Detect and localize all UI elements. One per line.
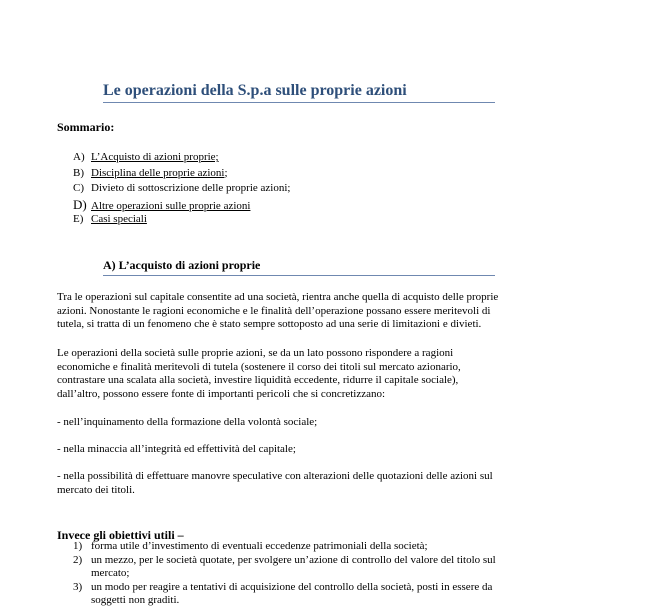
objective-item-3 [73,581,539,608]
toc-text-divieto: Divieto di sottoscrizione delle proprie azioni; [91,182,291,194]
toc-letter: E) [73,213,84,225]
toc-letter: B) [73,166,84,179]
paragraph-1 [57,291,539,332]
paragraph-line: dall’altro, possono essere fonte di importanti pericoli che si concretizzano: [57,387,386,400]
objective-number: 1) [73,540,83,552]
objective-item-2 [73,554,539,581]
paragraph-line: azioni. Nonostante le ragioni economiche e le finalità dell’operazione possano essere meritevoli di [57,304,491,317]
objectives-title: Invece gli obiettivi utili – [57,528,184,542]
danger-line: - nella possibilità di effettuare manovre speculative con alterazioni delle quotazioni delle azioni sul [57,470,493,482]
paragraph-line: contrastare una scalata alla società, investire liquidità eccedente, ridurre il capitale sociale), [57,374,459,386]
toc-letter: A) [73,151,85,163]
objective-text [91,540,428,554]
toc-item-a[interactable] [73,150,290,166]
objective-text [91,554,496,581]
paragraph-line: economiche e finalità meritevoli di tutela (sostenere il corso dei titoli sul mercato azionario, [57,360,461,373]
toc-item-d[interactable] [73,197,290,213]
objectives-list [73,540,539,608]
title-underline [103,102,495,103]
document-title: Le operazioni della S.p.a sulle proprie azioni [103,82,407,99]
table-of-contents [73,150,290,228]
danger-item-2 [57,443,539,457]
toc-link-acquisto[interactable]: L’Acquisto di azioni proprie; [91,151,219,163]
toc-item-b[interactable] [73,166,290,182]
danger-line: - nella minaccia all’integrità ed effettività del capitale; [57,443,296,455]
objective-item-1 [73,540,539,554]
danger-item-1 [57,416,539,430]
paragraph-line: tutela, si tratta di un fenomeno che è stato sempre sottoposto ad una serie di limitazioni e divieti. [57,318,482,330]
toc-link-disciplina[interactable]: Disciplina delle proprie azioni; [91,166,228,179]
objective-text [91,581,492,608]
toc-link-casi-speciali[interactable]: Casi speciali [91,213,147,225]
toc-link-altre-operazioni[interactable]: Altre operazioni sulle proprie azioni [91,199,251,212]
objective-number: 2) [73,553,83,566]
paragraph-line: Tra le operazioni sul capitale consentite ad una società, rientra anche quella di acquisto delle proprie [57,291,499,303]
toc-letter: C) [73,182,84,194]
toc-item-e[interactable] [73,212,290,228]
paragraph-2 [57,347,539,401]
toc-letter: D) [73,196,87,212]
objective-line: soggetti non graditi. [91,594,180,606]
section-a-heading: A) L’acquisto di azioni proprie [103,258,261,272]
summary-label: Sommario: [57,120,115,134]
objective-line: un mezzo, per le società quotate, per svolgere un’azione di controllo del valore del titolo sul [91,553,496,566]
objective-line: forma utile d’investimento di eventuali eccedenze patrimoniali della società; [91,540,428,552]
toc-item-c [73,181,290,197]
paragraph-line: Le operazioni della società sulle proprie azioni, se da un lato possono rispondere a ragioni [57,347,454,359]
objective-line: un modo per reagire a tentativi di acquisizione del controllo della società, posti in essere da [91,580,493,593]
danger-line: - nell’inquinamento della formazione della volontà sociale; [57,416,318,428]
objective-line: mercato; [91,567,130,579]
danger-line: mercato dei titoli. [57,483,135,496]
section-a-underline [103,275,495,276]
danger-item-3 [57,470,539,497]
objective-number: 3) [73,580,83,593]
